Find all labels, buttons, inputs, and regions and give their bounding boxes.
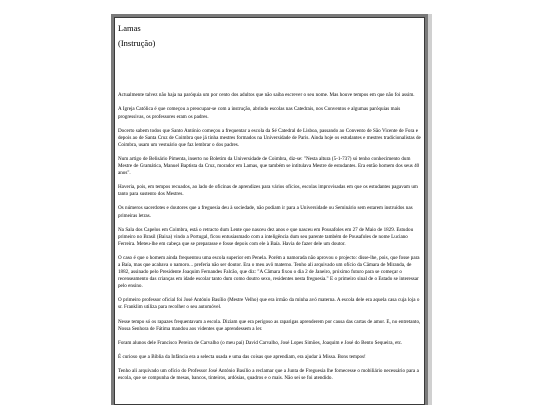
paragraph: A Igreja Católica é que começou a preocupar-se com a instrução, abrindo escolas nas Catedrais, nos Conventos e algumas paróquias mais progressivas, os professores eram os padres. [118,106,401,120]
paragraph: Actualmente talvez não haja na paróquia um por cento dos adultos que não saiba escrever o seu nome. Mas houve tempos em que não foi assim. [118,92,415,99]
page-subtitle: (Instrução) [118,38,156,49]
paragraph: Docerto sabem todos que Santo António começou a frequentar a escola da Sé Catedral de Lisboa, passando ao Convento de São Vicente de Fora e depois ao de Santa Cruz de Coimbra que já tinha mestres formados na Universidade de Paris. Ainda hoje os estudantes e mestres tradicionalistas de Coimbra, usam um vestuário que faz lembrar o dos padres. [118,127,421,148]
document-frame [111,14,428,405]
paragraph: Nesse tempo só os rapazes frequentavam a escola. Diziam que era perigoso as raparigas aprenderem por causa das cartas de amor. E, no entretanto, Nossa Senhora de Fátima mandou aos videntes que aprendessem a ler. [118,318,421,332]
frame-shadow-edge [428,14,432,405]
paragraph: Na Sala dos Capelos em Coimbra, está o retracto dum Lente que nasceu dez anos e que nasceu em Pousafoles em 27 de Maio de 1829. Estudou primeiro no Brasil (Baixa) vindo a Portugal, ficou entusiasmado com a inteligência dum seu parente também de Pousafoles de nome Luciano Ferreira. Meteu-lhe em cabeça que se preparasse e fosse depois com ele à Baía. Havia de fazer dele um doutor. [118,226,414,247]
paragraph: Haveria, pois, em tempos recuados, ao lado de oficinas de aprendizes para vários ofícios, escolas improvisadas em que os estudantes pagavam um tanto para sustento dos Mestres. [118,184,418,198]
page-title: Lamas [118,23,141,33]
paragraph: É curioso que a Bíblia da Infância era a selecta usada e uma das coisas que aprendiam, era ajudar à Missa. Bons tempos! [118,353,366,360]
paragraph: Foram alunos dele Francisco Pereira de Carvalho (o meu pai) David Carvalho, José Lopes Simões, Joaquim e José do Bento Sequeira, etc. [118,339,403,346]
paragraph: Num artigo de Belisário Pimenta, inserto no Boletim da Universidade de Coimbra, diz-se: "Nesta altura (5-1-737) só tenho conhecimento dum Mestre de Gramática, Manuel Baptista da Cruz, morador em Lamas, que também se intitulava Mestre de estudantes. Era então homem dos seus 40 anos". [118,155,420,177]
paragraph: Os números sacerdotes e doutores que a freguesia deu à sociedade, não podiam ir para a Universidade ou Seminário sem estarem instruídos nas primeiras letras. [118,205,413,219]
paragraph: Tenho ali arquivado um ofício do Professor José António Basílio a reclamar que a Junta de Freguesia lhe fornecesse o mobiliário necessário para a escola, que se compunha de mesas, bancos, tinteiros, ardósias, quadros e o mais. Não sei se foi atendido. [118,367,419,381]
paragraph: O primeiro professor oficial foi José António Basílio (Mestre Velho) que era irmão da minha avó materna. A escola dele era aquela casa cuja loja o sr. Franklim utiliza para recolher o seu automóvel. [118,297,420,311]
paragraph: O caso é que o homem ainda frequentou uma escola superior em Penela. Porém a namorada não aprovou o projecto: disse-lhe, pois, que fosse para a Baía, mas que acabava o namoro... preferia não ser doutor. Era o meu avô materno. Tenho ali arquivado um ofício da Câmara de Miranda, de 1882, assinado pelo Presidente Joaquim Fernandes Falcão, que diz: "A Câmara fixou o dia 2 de Janeiro, próximo futuro para se começar o recenseamento das crianças em idade escolar tanto dum como doutro sexo, residentes nesta freguesia." E o primeiro sinal de o Estado se interessar pelo ensino. [118,254,420,290]
document-content [118,23,423,389]
